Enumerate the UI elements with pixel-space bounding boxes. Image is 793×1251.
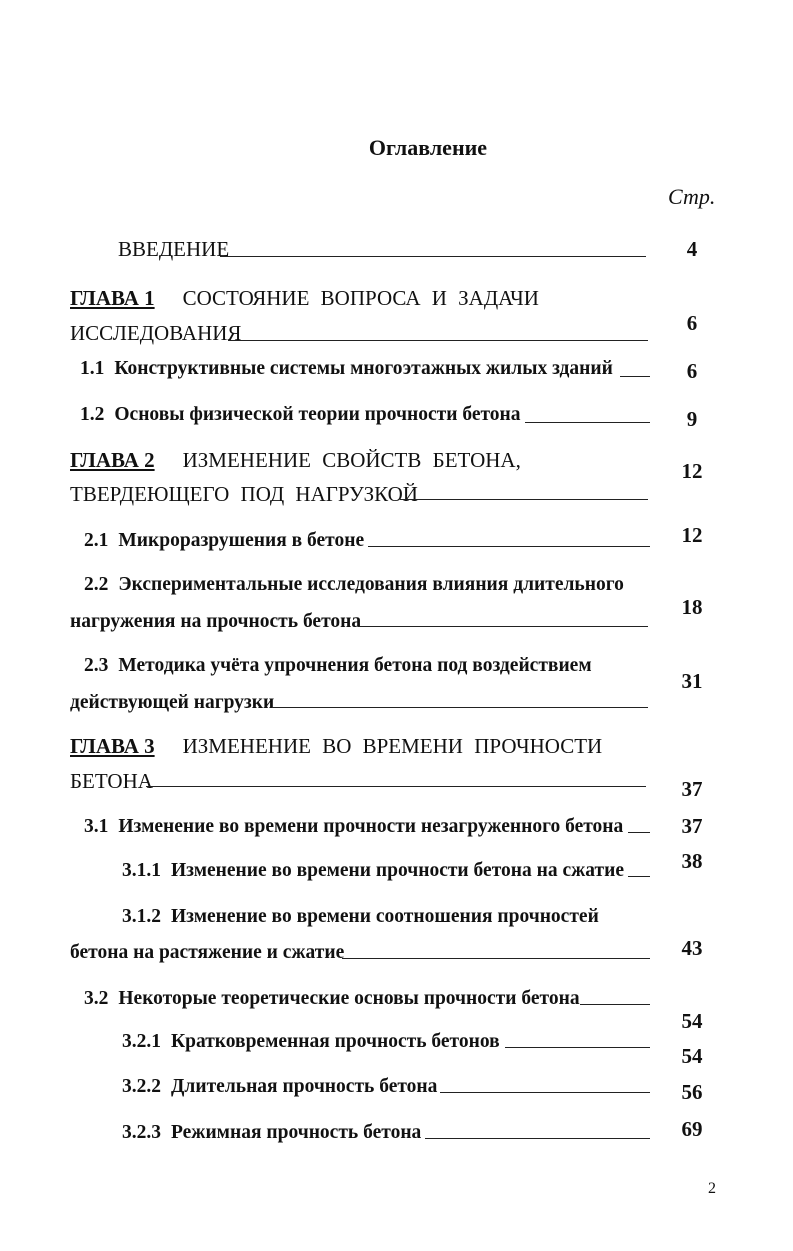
section-number: 1.1 xyxy=(80,358,105,379)
entry-title: Изменение во времени прочности незагруженного бетона xyxy=(118,816,624,837)
dot-leader xyxy=(146,786,646,787)
toc-entry-3-2-3[interactable] xyxy=(122,1120,421,1146)
toc-entry-intro[interactable] xyxy=(118,236,229,262)
chapter-title: ИЗМЕНЕНИЕ ВО ВРЕМЕНИ ПРОЧНОСТИ xyxy=(182,734,603,758)
section-number: 2.3 xyxy=(84,655,109,676)
page-ref: 12 xyxy=(681,523,703,547)
section-number: 3.1 xyxy=(84,816,109,837)
toc-entry-chapter-1[interactable] xyxy=(70,285,539,311)
dot-leader xyxy=(342,958,650,959)
entry-title: ВВЕДЕНИЕ xyxy=(118,237,230,261)
chapter-title-continued: БЕТОНА xyxy=(70,769,153,793)
page-ref: 12 xyxy=(681,459,703,483)
entry-title: Изменение во времени соотношения прочностей xyxy=(171,906,599,927)
section-number: 1.2 xyxy=(80,404,105,425)
chapter-label: ГЛАВА 1 xyxy=(70,286,155,310)
page-ref: 9 xyxy=(686,407,698,431)
chapter-label: ГЛАВА 2 xyxy=(70,448,155,472)
page-ref: 54 xyxy=(681,1009,703,1033)
dot-leader xyxy=(400,499,648,500)
entry-title: Конструктивные системы многоэтажных жилых зданий xyxy=(114,358,613,379)
page-title: Оглавление xyxy=(368,135,488,160)
dot-leader xyxy=(505,1047,650,1048)
section-number: 3.2.3 xyxy=(122,1122,161,1143)
entry-title: Кратковременная прочность бетонов xyxy=(171,1031,500,1052)
page-ref: 56 xyxy=(681,1080,703,1104)
page-ref: 6 xyxy=(686,359,698,383)
entry-title-continued: нагружения на прочность бетона xyxy=(70,611,362,632)
toc-entry-3-1-2[interactable] xyxy=(122,904,599,930)
page-ref: 6 xyxy=(686,311,698,335)
dot-leader xyxy=(425,1138,650,1139)
section-number: 2.1 xyxy=(84,530,109,551)
toc-entry-3-1[interactable] xyxy=(84,814,623,840)
dot-leader xyxy=(368,546,650,547)
chapter-title-continued: ТВЕРДЕЮЩЕГО ПОД НАГРУЗКОЙ xyxy=(70,482,418,506)
toc-entry-3-2[interactable] xyxy=(84,986,580,1012)
entry-title: Методика учёта упрочнения бетона под воздействием xyxy=(118,655,592,676)
page-column-header: Стр. xyxy=(668,184,716,209)
toc-entry-2-2[interactable] xyxy=(84,572,624,598)
page-ref: 37 xyxy=(681,777,703,801)
section-number: 3.1.2 xyxy=(122,906,161,927)
page-ref: 18 xyxy=(681,595,703,619)
dot-leader xyxy=(628,832,650,833)
dot-leader xyxy=(628,876,650,877)
entry-title: Экспериментальные исследования влияния длительного xyxy=(118,574,624,595)
toc-entry-2-1[interactable] xyxy=(84,528,364,554)
dot-leader xyxy=(580,1004,650,1005)
entry-title: Режимная прочность бетона xyxy=(171,1122,422,1143)
page-ref: 4 xyxy=(686,237,698,261)
entry-title: Некоторые теоретические основы прочности бетона xyxy=(118,988,580,1009)
entry-title-continued: действующей нагрузки xyxy=(70,692,275,713)
entry-title-continued: бетона на растяжение и сжатие xyxy=(70,942,345,963)
section-number: 3.2.1 xyxy=(122,1031,161,1052)
entry-title: Основы физической теории прочности бетона xyxy=(114,404,521,425)
page-ref: 38 xyxy=(681,849,703,873)
dot-leader xyxy=(220,256,646,257)
toc-entry-chapter-2[interactable] xyxy=(70,447,521,473)
page-ref: 37 xyxy=(681,814,703,838)
entry-title: Изменение во времени прочности бетона на сжатие xyxy=(171,860,624,881)
toc-entry-3-2-1[interactable] xyxy=(122,1029,500,1055)
dot-leader xyxy=(358,626,648,627)
entry-title: Микроразрушения в бетоне xyxy=(118,530,365,551)
chapter-title-continued: ИССЛЕДОВАНИЯ xyxy=(70,321,242,345)
section-number: 3.2 xyxy=(84,988,109,1009)
toc-entry-chapter-3[interactable] xyxy=(70,733,602,759)
dot-leader xyxy=(620,376,650,377)
section-number: 3.2.2 xyxy=(122,1076,161,1097)
section-number: 3.1.1 xyxy=(122,860,161,881)
chapter-label: ГЛАВА 3 xyxy=(70,734,155,758)
toc-entry-2-3[interactable] xyxy=(84,653,592,679)
entry-title: Длительная прочность бетона xyxy=(171,1076,438,1097)
page-ref: 31 xyxy=(681,669,703,693)
dot-leader xyxy=(525,422,650,423)
chapter-title: ИЗМЕНЕНИЕ СВОЙСТВ БЕТОНА, xyxy=(182,448,521,472)
toc-entry-3-1-1[interactable] xyxy=(122,858,624,884)
dot-leader xyxy=(272,707,648,708)
toc-entry-1-1[interactable] xyxy=(80,356,613,382)
toc-entry-3-2-2[interactable] xyxy=(122,1074,437,1100)
page-ref: 43 xyxy=(681,936,703,960)
chapter-title: СОСТОЯНИЕ ВОПРОСА И ЗАДАЧИ xyxy=(182,286,539,310)
dot-leader xyxy=(228,340,648,341)
page-ref: 69 xyxy=(681,1117,703,1141)
dot-leader xyxy=(440,1092,650,1093)
page-number: 2 xyxy=(708,1180,716,1197)
page-ref: 54 xyxy=(681,1044,703,1068)
section-number: 2.2 xyxy=(84,574,109,595)
toc-entry-1-2[interactable] xyxy=(80,402,521,428)
